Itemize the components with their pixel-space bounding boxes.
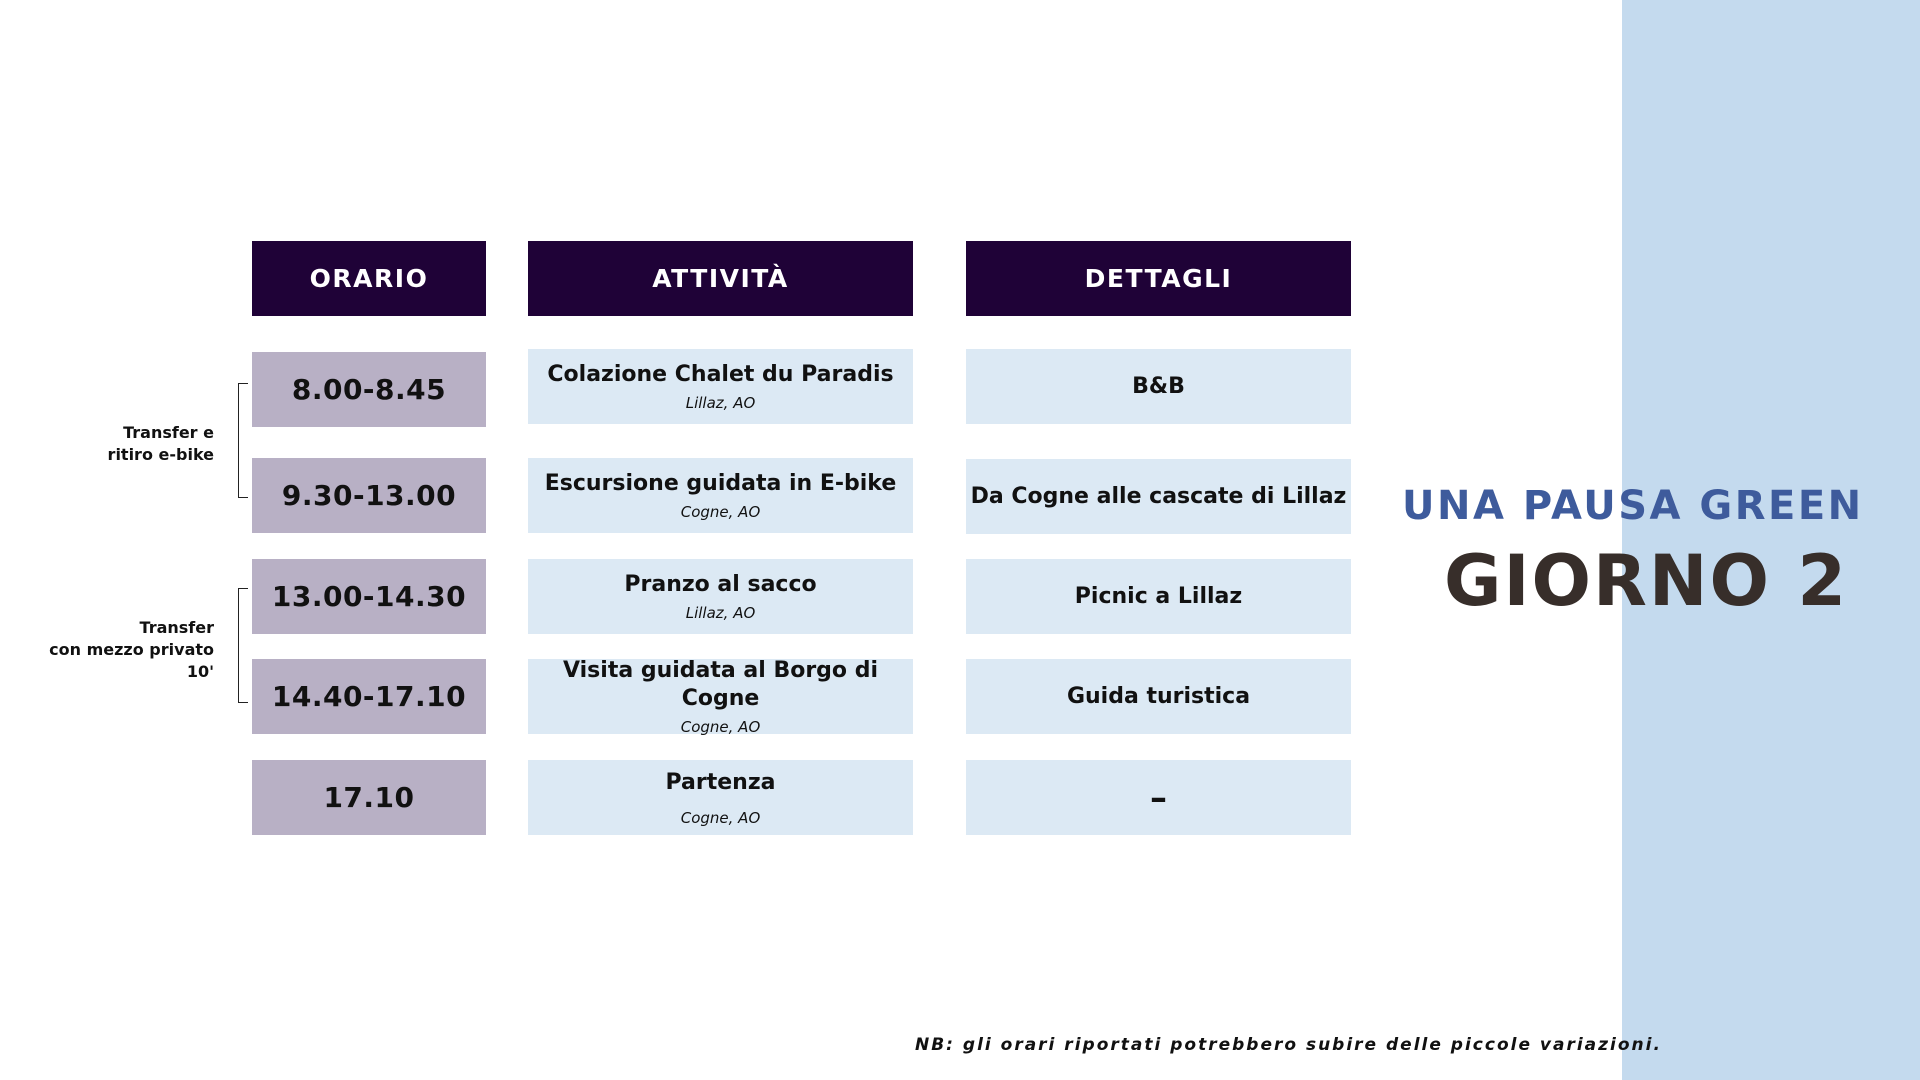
header-dettagli: DETTAGLI: [966, 241, 1351, 316]
header-attivita: ATTIVITÀ: [528, 241, 913, 316]
page-title: GIORNO 2: [1444, 540, 1849, 622]
time-cell: 17.10: [252, 760, 486, 835]
activity-title: Visita guidata al Borgo di Cogne: [563, 658, 878, 711]
transfer-label-private: Transfer con mezzo privato 10': [49, 618, 214, 681]
details-cell: [966, 760, 1351, 835]
subtitle: UNA PAUSA GREEN: [1402, 483, 1864, 529]
activity-title: Pranzo al sacco: [624, 572, 817, 597]
activity-place: Cogne, AO: [680, 503, 761, 521]
details-text: –: [1150, 777, 1167, 818]
details-cell: [966, 349, 1351, 424]
transfer-bracket: [238, 588, 248, 703]
time-cell: 9.30-13.00: [252, 458, 486, 533]
details-text: Guida turistica: [1066, 684, 1251, 709]
time-cell: 13.00-14.30: [252, 559, 486, 634]
details-text: Da Cogne alle cascate di Lillaz: [970, 484, 1347, 509]
details-text: Picnic a Lillaz: [1074, 584, 1243, 609]
activity-title: Colazione Chalet du Paradis: [547, 362, 894, 387]
activity-cell: [528, 760, 913, 835]
transfer-label-ebike: Transfer e ritiro e-bike: [107, 423, 214, 464]
activity-title: Partenza: [665, 769, 776, 795]
time-cell: 8.00-8.45: [252, 352, 486, 427]
header-orario: ORARIO: [252, 241, 486, 316]
time-cell: 14.40-17.10: [252, 659, 486, 734]
activity-cell: [528, 349, 913, 424]
details-cell: [966, 459, 1351, 534]
activity-cell: [528, 458, 913, 533]
activity-place: Lillaz, AO: [685, 604, 756, 622]
details-text: B&B: [1132, 374, 1185, 399]
activity-place: Cogne, AO: [680, 718, 761, 736]
activity-place: Lillaz, AO: [685, 394, 756, 412]
activity-cell: [528, 659, 913, 734]
activity-cell: [528, 559, 913, 634]
details-cell: [966, 659, 1351, 734]
activity-place: Cogne, AO: [680, 808, 761, 827]
details-cell: [966, 559, 1351, 634]
activity-title: Escursione guidata in E-bike: [544, 471, 897, 496]
transfer-bracket: [238, 383, 248, 498]
footnote: NB: gli orari riportati potrebbero subire delle piccole variazioni.: [915, 1035, 1662, 1055]
